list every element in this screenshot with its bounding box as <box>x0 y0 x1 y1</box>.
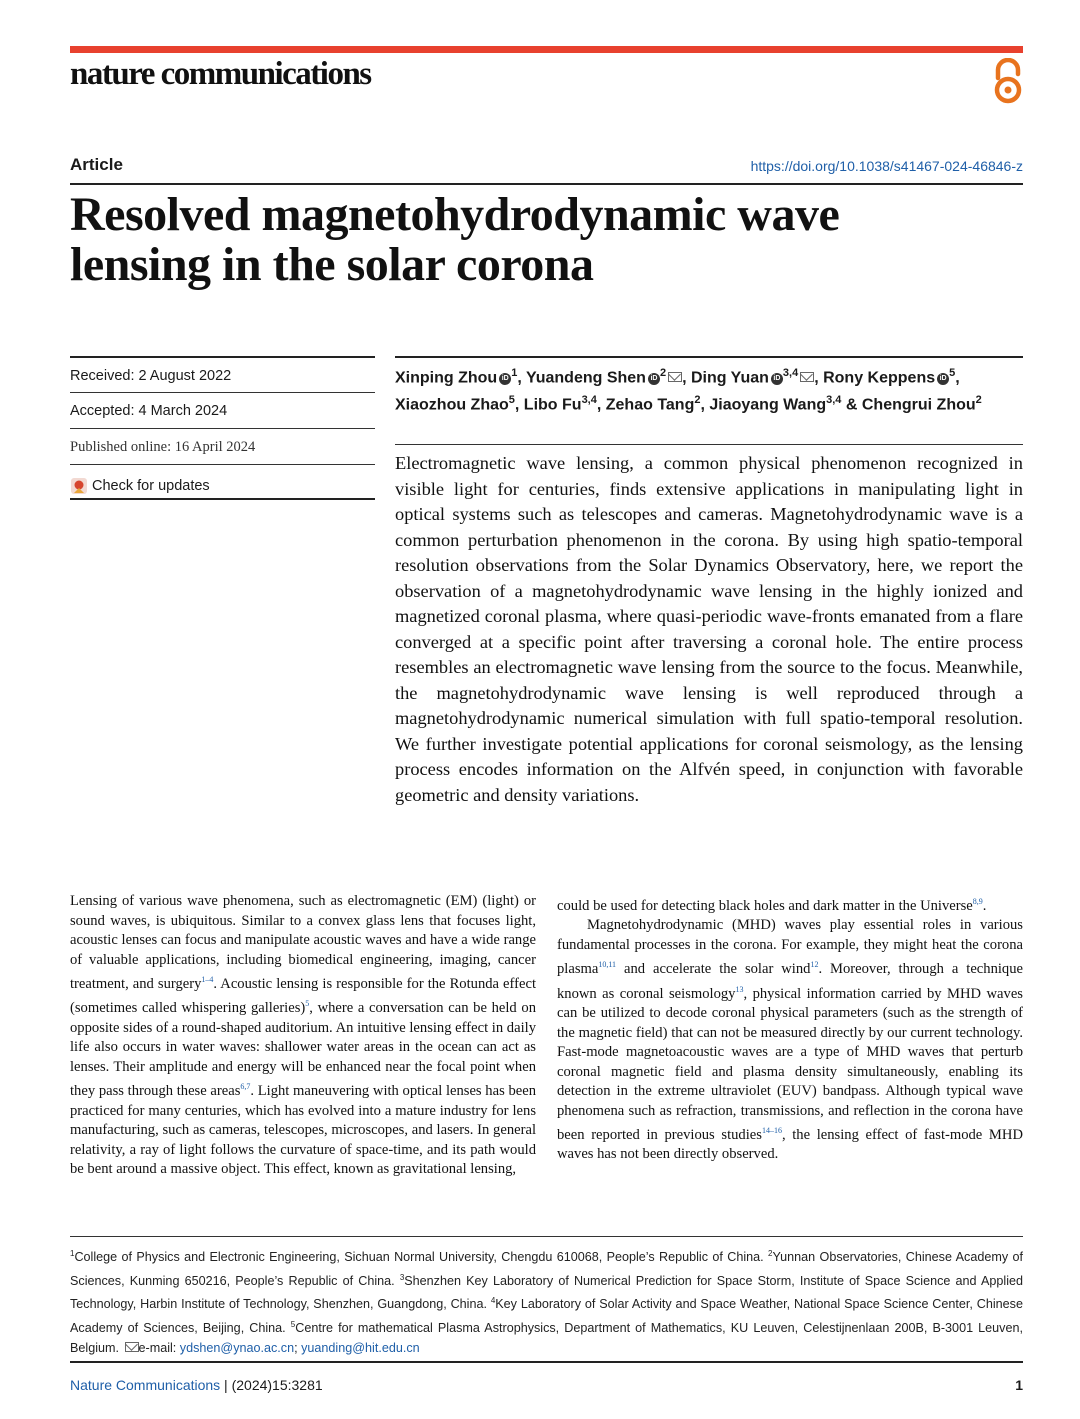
reference-link[interactable]: 6,7 <box>240 1082 251 1092</box>
author-name[interactable]: Yuandeng Shen <box>525 369 646 387</box>
reference-link[interactable]: 5 <box>305 999 310 1009</box>
article-title <box>70 190 1023 290</box>
author-name[interactable]: Xiaozhou Zhao <box>395 396 509 414</box>
footer-journal-link[interactable]: Nature Communications <box>70 1377 221 1393</box>
affiliations-rule <box>70 1236 1023 1237</box>
author-affiliation: 1 <box>511 367 518 379</box>
author-affiliation: 5 <box>508 394 515 407</box>
author-affiliation: 2 <box>975 394 982 407</box>
article-metadata <box>70 356 375 500</box>
author-name[interactable]: Libo Fu <box>523 396 582 414</box>
title-line-1: Resolved magnetohydrodynamic wave <box>70 188 840 241</box>
authors-rule <box>395 356 1023 358</box>
accepted-date: Accepted: 4 March 2024 <box>70 392 375 428</box>
reference-link[interactable]: 1–4 <box>201 975 214 984</box>
doi-link[interactable]: https://doi.org/10.1038/s41467-024-46846-z <box>750 158 1023 174</box>
body-paragraph: Magnetohydrodynamic (MHD) waves play essential roles in various fundamental processes in the corona. For example, they might heat the corona plasma$^{10,11}$ and accelerate the solar wind$^{12}$. Moreover, through a technique known as coronal seismology$^{13}$, physical information carried by MHD waves can be utilized to decode coronal physical parameters (such as the strength of the magnetic field) that can not be measured directly by our current technology. Fast-mode magnetoacoustic waves are a type of MHD waves that perturb coronal magnetic field and plasma density simultaneously, enabling its detection in the extreme ultraviolet (EUV) bandpass. Although typical wave phenomena such as refraction, transmissions, and reflection in the corona have been reported in previous studies$^{14-16}$, the lensing effect of fast-mode MHD waves has not been directly observed. <box>557 917 1023 1163</box>
orcid-icon[interactable]: iD <box>499 373 511 385</box>
check-updates-label: Check for updates <box>92 477 210 494</box>
abstract: Electromagnetic wave lensing, a common physical phenomenon recognized in visible light for centuries, finds extensive applications in manipulating light in optical systems such as telescopes and cameras. Magnetohydrodynamic wave is a common perturbation phenomenon in the corona. By using high spatio-temporal resolution observations from the Solar Dynamics Observatory, here, we report the observation of a magnetohydrodynamic wave lensing in the highly ionized and magnetized coronal plasma, where quasi-periodic wave-fronts emanated from a flare converged at a specific point after traversing a coronal hole. The entire process resembles an electromagnetic wave lensing from the source to the focus. Meanwhile, the magnetohydrodynamic wave lensing is well reproduced through a magnetohydrodynamic numerical simulation with full spatio-temporal resolution. We further investigate potential applications for coronal seismology, as the lensing process encodes information on the Alfvén speed, in conjunction with favorable geometric and density variations. <box>395 453 1023 805</box>
author-affiliation: 3,4 <box>581 394 597 407</box>
author-name[interactable]: Zehao Tang <box>605 396 695 414</box>
journal-name: nature communications <box>70 56 371 92</box>
orcid-icon[interactable]: iD <box>937 373 949 385</box>
author-affiliation: 5 <box>949 367 956 379</box>
open-access-icon <box>990 58 1026 106</box>
body-paragraph: Lensing of various wave phenomena, such as electromagnetic (EM) (light) or sound waves, is ubiquitous. Similar to a convex glass lens that focuses light, acoustic lenses can focus and manipulate acoustic waves and have a wide range of valuable applications, including biomedical engineering, imaging, cancer treatment, and surgery$^{1-4}$. Acoustic lensing is responsible for the Rotunda effect (sometimes called whispering galleries)$^5$, where a conversation can be held on opposite sides of a round-shaped auditorium. An intuitive lensing effect in daily life also occurs in water waves: shallower water areas in the ocean can act as lenses. Their amplitude and energy will be enhanced near the focal point when they pass through these areas$^{6,7}$. Light maneuvering with optical lenses has been practiced for many centuries, which has evolved into a mature industry for lens manufacturing, such as cameras, telescopes, microscopes, and lasers. In general relativity, a ray of light follows the curvature of space-time, and its path would be bent around a massive object. This effect, known as gravitational lensing, <box>70 893 537 1178</box>
email-icon[interactable] <box>668 372 682 382</box>
body-paragraph: could be used for detecting black holes and dark matter in the Universe$^{8,9}$. <box>557 897 987 914</box>
author-affiliation: 3,4 <box>826 394 842 407</box>
email-link-yuan[interactable]: yuanding@hit.edu.cn <box>301 1340 420 1355</box>
reference-link[interactable]: 13 <box>735 984 744 994</box>
author-separator: , <box>682 369 691 387</box>
received-date: Received: 2 August 2022 <box>70 356 375 392</box>
author-name[interactable]: Rony Keppens <box>823 369 936 387</box>
author-name[interactable]: Jiaoyang Wang <box>709 396 827 414</box>
email-icon <box>125 1342 139 1352</box>
abstract-rule <box>395 444 1023 445</box>
footer-rule <box>70 1361 1023 1363</box>
orcid-icon[interactable]: iD <box>648 373 660 385</box>
author-list <box>395 362 1023 417</box>
published-date: Published online: 16 April 2024 <box>70 428 375 464</box>
author-separator: , <box>596 396 606 414</box>
article-type: Article <box>70 155 123 174</box>
author-affiliation: 2 <box>659 367 667 379</box>
author-separator: , <box>517 369 526 387</box>
body-column-right <box>557 892 1023 1165</box>
author-separator: , <box>700 396 710 414</box>
email-link-shen[interactable]: ydshen@ynao.ac.cn <box>179 1340 295 1355</box>
author-separator: , <box>955 369 960 387</box>
author-name[interactable]: Ding Yuan <box>690 369 769 387</box>
title-line-2: lensing in the solar corona <box>70 238 594 291</box>
check-for-updates-button[interactable] <box>70 464 375 500</box>
author-separator: , <box>514 396 524 414</box>
reference-link[interactable]: 12 <box>810 960 819 970</box>
header-rule <box>70 183 1023 185</box>
page-number: 1 <box>1015 1377 1023 1393</box>
footer-citation: Nature Communications | (2024)15:3281 <box>70 1377 323 1393</box>
reference-link[interactable]: 10,11 <box>598 960 617 970</box>
body-column-left <box>70 892 536 1180</box>
reference-link[interactable]: 14–16 <box>761 1126 782 1136</box>
orcid-icon[interactable]: iD <box>771 373 783 385</box>
header-accent-bar <box>70 46 1023 53</box>
author-separator: & <box>841 396 862 414</box>
author-separator: , <box>814 369 824 387</box>
check-updates-icon <box>70 477 88 495</box>
author-affiliation: 2 <box>694 394 701 407</box>
author-name[interactable]: Xinping Zhou <box>395 369 498 387</box>
author-affiliation: 3,4 <box>782 367 799 379</box>
email-icon[interactable] <box>800 372 814 382</box>
reference-link[interactable]: 8,9 <box>972 897 983 906</box>
author-name[interactable]: Chengrui Zhou <box>861 396 976 414</box>
affiliations: $^1$College of Physics and Electronic Engineering, Sichuan Normal University, Chengdu 610068, People’s Republic of China. $^2$Yunnan Observatories, Chinese Academy of Sciences, Kunming 650216, People’s Republic of China. $^3$Shenzhen Key Laboratory of Numerical Prediction for Space Storm, Institute of Space Science and Applied Technology, Harbin Institute of Technology, Shenzhen, Guangdong, China. $^4$Key Laboratory of Solar Activity and Space Weather, National Space Science Center, Chinese Academy of Sciences, Beijing, China. $^5$Centre for mathematical Plasma Astrophysics, Department of Mathematics, KU Leuven, Celestijnenlaan 200B, B-3001 Leuven, Belgium. e-mail: ydshen@ynao.ac.cn; yuanding@hit.edu.cn <box>70 1249 1024 1355</box>
